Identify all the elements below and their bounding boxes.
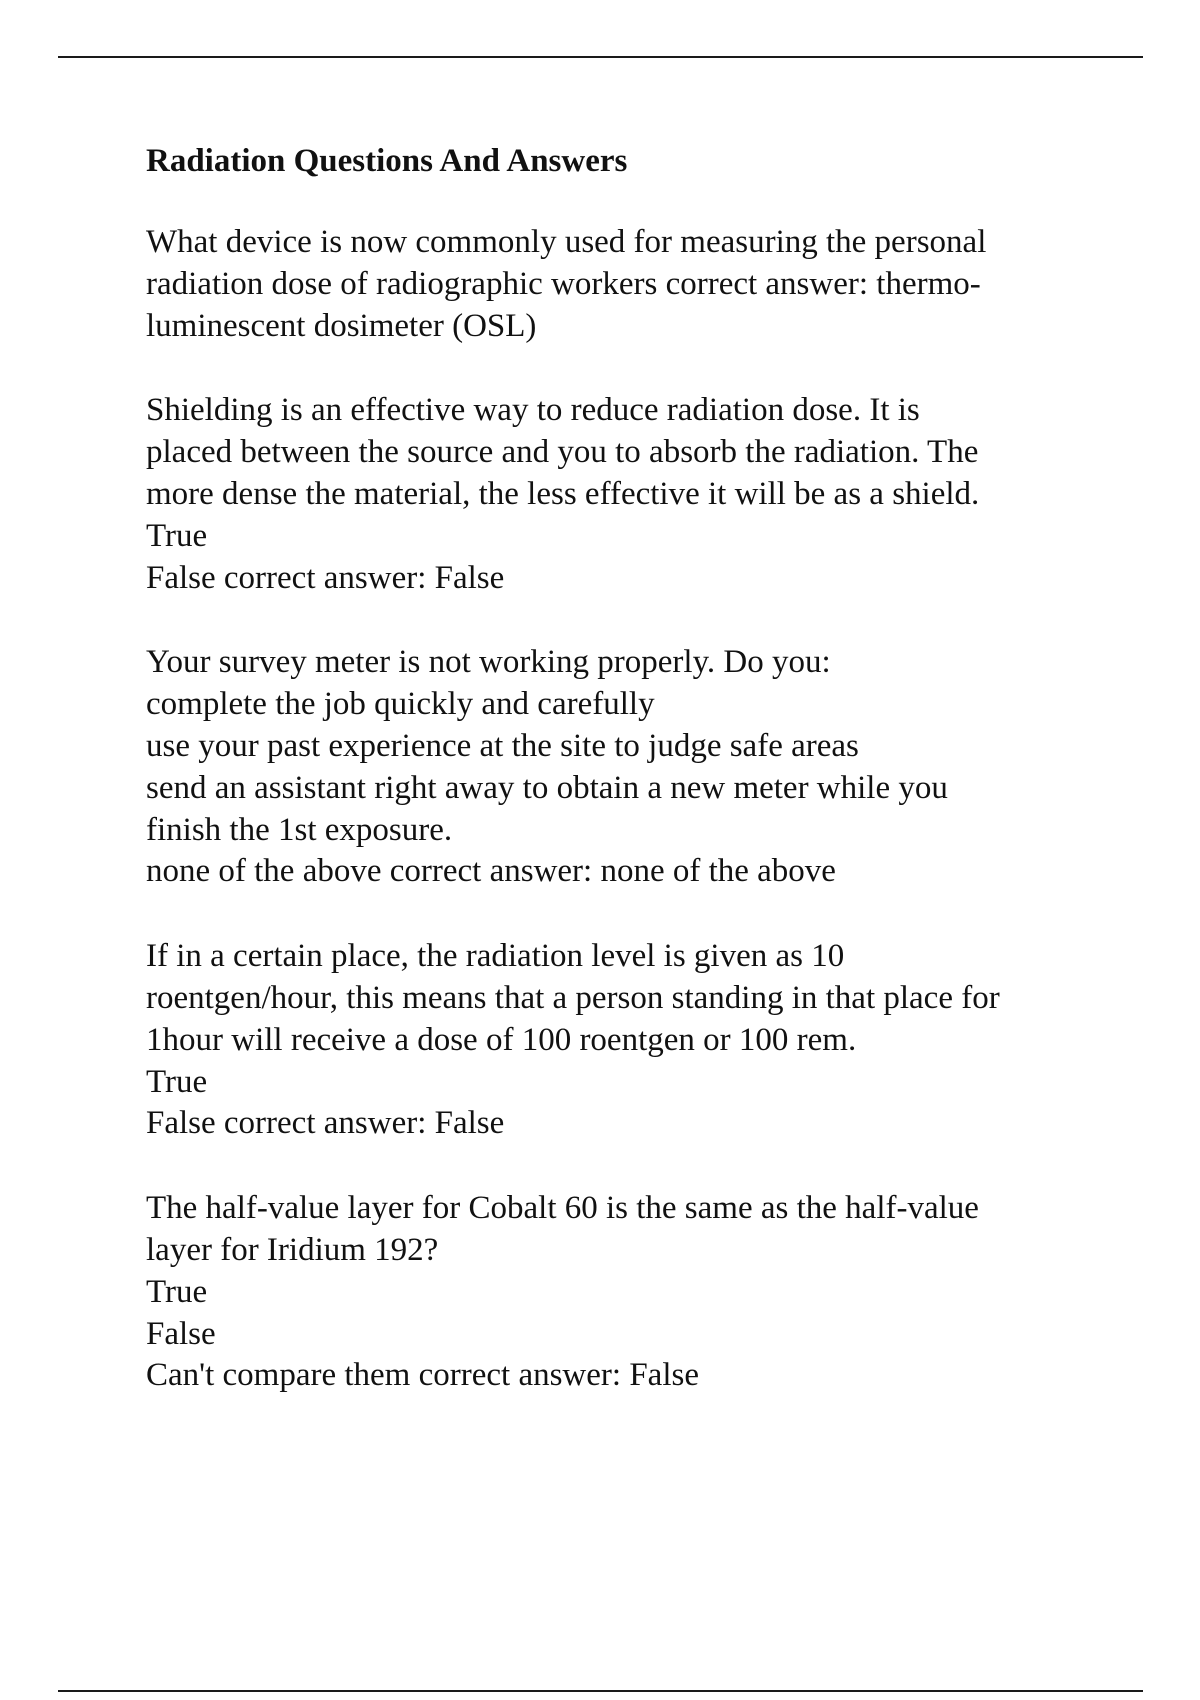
option-line: use your past experience at the site to judge safe areas [146,727,859,764]
question-line: The half-value layer for Cobalt 60 is the same as the half-value [146,1190,979,1227]
qa-item-5 [146,1188,1106,1397]
question-line: Your survey meter is not working properly. Do you: [146,644,831,681]
question-line: If in a certain place, the radiation level is given as 10 [146,938,845,975]
option-line: complete the job quickly and carefully [146,686,655,723]
qa-item-2 [146,390,1106,599]
option-line: True [146,1063,208,1100]
qa-item-3 [146,642,1106,893]
question-line: roentgen/hour, this means that a person standing in that place for [146,979,1000,1016]
question-line: What device is now commonly used for measuring the personal [146,224,987,260]
answer-line: False correct answer: False [146,1105,505,1142]
question-line: radiation dose of radiographic workers correct answer: thermo- [146,265,981,302]
bottom-rule [58,1690,1143,1692]
answer-line: False correct answer: False [146,559,505,596]
qa-item-4 [146,936,1106,1145]
option-line: False [146,1315,216,1352]
top-rule [58,56,1143,58]
question-line: placed between the source and you to absorb the radiation. The [146,434,979,471]
page-title: Radiation Questions And Answers [146,143,628,179]
answer-line: luminescent dosimeter (OSL) [146,307,537,344]
option-line: True [146,517,208,554]
question-line: Shielding is an effective way to reduce radiation dose. It is [146,392,920,429]
option-line: finish the 1st exposure. [146,811,453,848]
option-line: send an assistant right away to obtain a new meter while you [146,769,948,806]
qa-item-1 [146,222,1106,347]
page-content [146,140,1106,1440]
question-line: layer for Iridium 192? [146,1231,439,1268]
answer-line: none of the above correct answer: none of the above [146,853,836,890]
option-line: True [146,1273,208,1310]
answer-line: Can't compare them correct answer: False [146,1357,699,1394]
question-line: 1hour will receive a dose of 100 roentgen or 100 rem. [146,1021,857,1058]
question-line: more dense the material, the less effective it will be as a shield. [146,475,980,512]
